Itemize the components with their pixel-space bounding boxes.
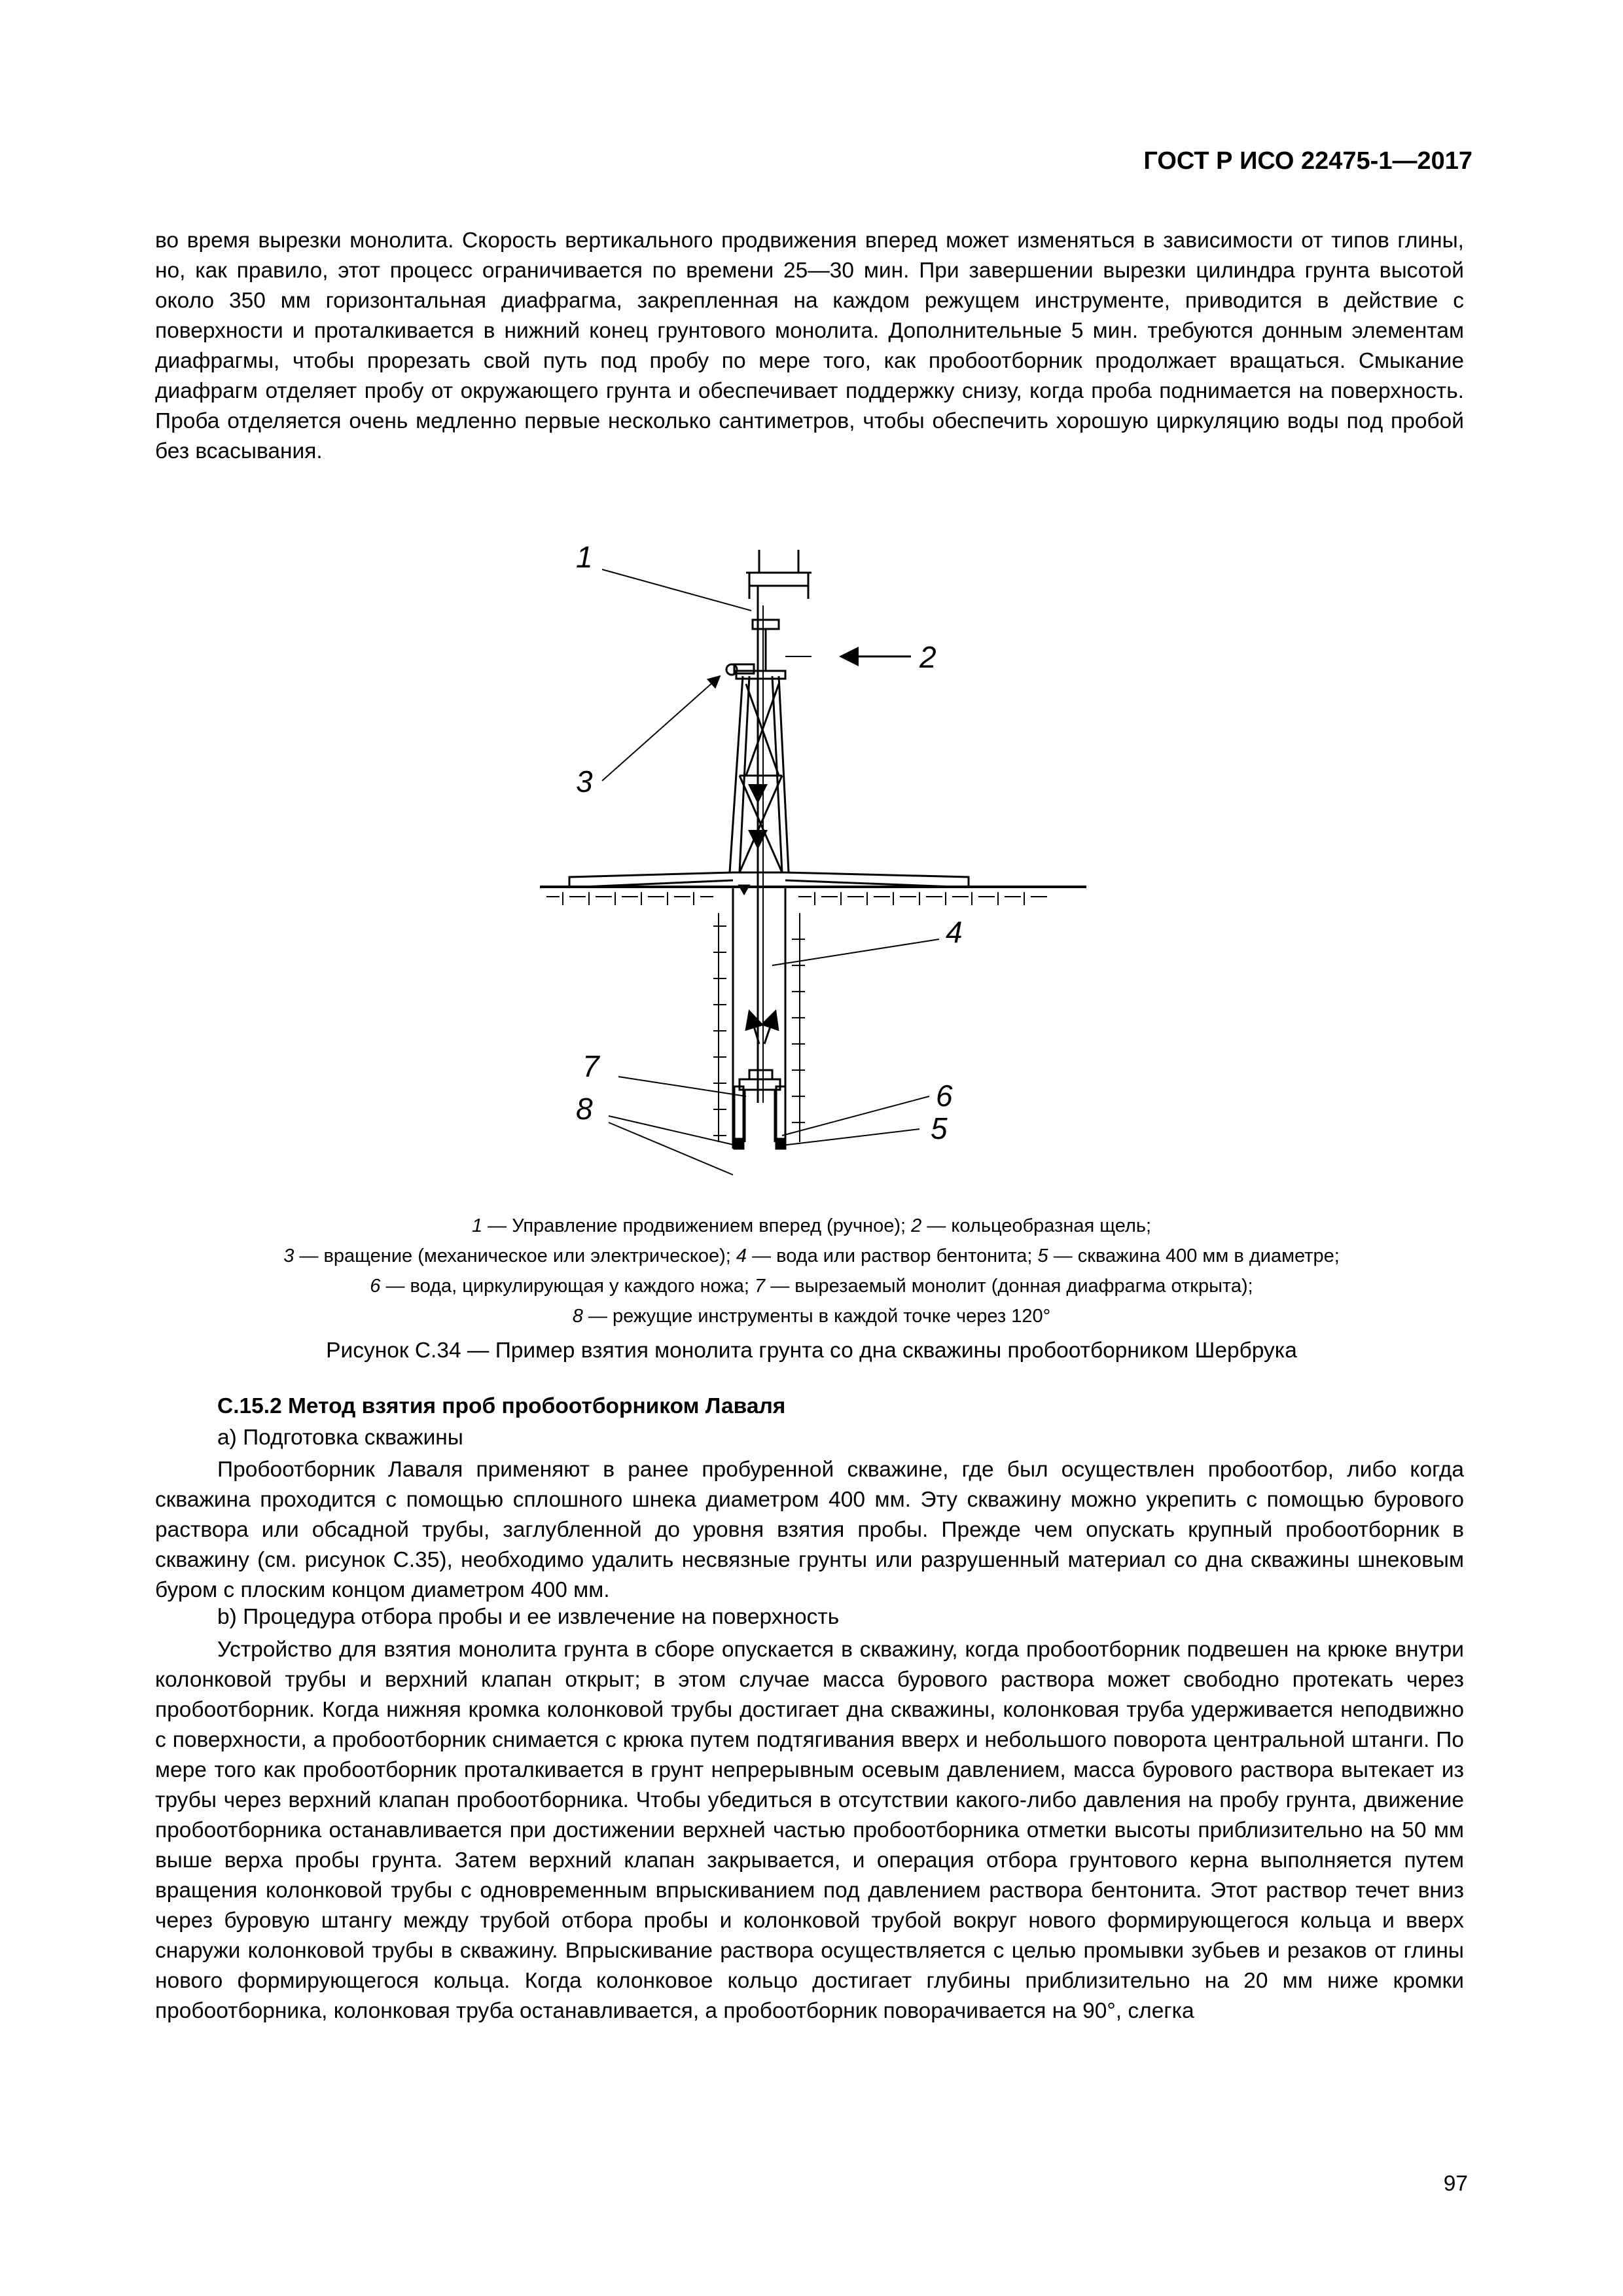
page-number: 97: [1443, 2172, 1468, 2196]
sampler-head: [734, 1070, 785, 1145]
ground-hatch-left: [546, 892, 713, 905]
legend-text-7: — вырезаемый монолит (донная диафрагма открыта);: [765, 1276, 1253, 1297]
section-heading: С.15.2 Метод взятия проб пробоотборником Лаваля: [217, 1394, 786, 1418]
ground-hatch-right: [798, 892, 1047, 905]
legend-text-3: — вращение (механическое или электрическое);: [294, 1246, 736, 1266]
legend-text-2: — кольцеобразная щель;: [921, 1215, 1152, 1236]
label-5: 5: [931, 1111, 948, 1145]
borehole-hatch-right: [792, 913, 805, 1142]
label-3: 3: [576, 764, 593, 798]
label-4: 4: [946, 915, 963, 949]
label-6: 6: [936, 1079, 953, 1113]
leader-6: [782, 1096, 929, 1136]
legend-text-4: — вода или раствор бентонита;: [747, 1246, 1038, 1266]
leader-4: [772, 939, 939, 965]
legend-text-8: — режущие инструменты в каждой точке через 120°: [582, 1306, 1051, 1327]
subheading-a: а) Подготовка скважины: [217, 1426, 463, 1450]
legend-num-6: 6: [370, 1276, 381, 1297]
tower-frame: [730, 671, 789, 872]
leader-3: [602, 676, 720, 781]
legend-num-5: 5: [1037, 1246, 1048, 1266]
sherbrooke-sampler-drawing: [524, 494, 1099, 1181]
label-8: 8: [576, 1092, 593, 1126]
subheading-b: b) Процедура отбора пробы и ее извлечение на поверхность: [217, 1605, 840, 1629]
label-2: 2: [919, 640, 936, 674]
paragraph-b: Устройство для взятия монолита грунта в сборе опускается в скважину, когда пробоотборник подвешен на крюке внутри колонковой трубы и верхний клапан открыт; в этом случае масса бурового раствора может свободно протекать через пробоотборник. Когда нижняя кромка колонковой трубы достигает дна скважины, колонковая труба удерживается неподвижно с поверхности, а пробоотборник снимается с крюка путем подтягивания вверх и небольшого поворота центральной штанги. По мере того как пробоотборник проталкивается в грунт непрерывным осевым давлением, масса бурового раствора вытекает из трубы через верхний клапан пробоотборника. Чтобы убедиться в отсутствии какого-либо давления на пробу грунта, движение пробоотборника останавливается при достижении верхней частью пробоотборника отметки высоты приблизительно на 50 мм выше верха пробы грунта. Затем верхний клапан закрывается, и операция отбора грунтового керна выполняется путем вращения колонковой трубы с одновременным впрыскиванием под давлением раствора бентонита. Этот раствор течет вниз через буровую штангу между трубой отбора пробы и колонковой трубой вокруг нового формирующегося кольца и вверх снаружи колонковой трубы в скважину. Впрыскивание раствора осуществляется с целью промывки зубьев и резаков от глины нового формирующегося кольца. Когда колонковое кольцо достигает глубины приблизительно на 20 мм ниже кромки пробоотборника, колонковая труба останавливается, а пробоотборник поворачивается на 90°, слегка: [155, 1638, 1464, 2023]
paragraph-a: Пробоотборник Лаваля применяют в ранее пробуренной скважине, где был осуществлен пробоотбор, либо когда скважина проходится с помощью сплошного шнека диаметром 400 мм. Эту скважину можно укрепить с помощью бурового раствора или обсадной трубы, заглубленной до уровня взятия пробы. Прежде чем опускать крупный пробоотборник в скважину (см. рисунок С.35), необходимо удалить несвязные грунты или разрушенный материал со дна скважины шнековым буром с плоским концом диаметром 400 мм.: [155, 1458, 1464, 1602]
sampler-figure: [524, 494, 1099, 1181]
cutting-tool-right: [776, 1139, 785, 1149]
legend-num-8: 8: [572, 1306, 583, 1327]
label-7: 7: [582, 1049, 599, 1083]
figure-caption: Рисунок С.34 — Пример взятия монолита грунта со дна скважины пробоотборником Шербрука: [326, 1338, 1297, 1363]
rotation-drive: [726, 664, 754, 675]
water-level-marker: [740, 886, 749, 893]
legend-text-6: — вода, циркулирующая у каждого ножа;: [380, 1276, 755, 1297]
legend-text-1: — Управление продвижением вперед (ручное);: [482, 1215, 912, 1236]
document-code-header: ГОСТ Р ИСО 22475-1—2017: [1143, 147, 1472, 175]
leader-7: [618, 1077, 746, 1096]
legend-num-1: 1: [471, 1215, 483, 1236]
legend-num-2: 2: [911, 1215, 922, 1236]
legend-text-5: — скважина 400 мм в диаметре;: [1048, 1246, 1340, 1266]
borehole-hatch-left: [713, 913, 726, 1142]
legend-num-7: 7: [755, 1276, 766, 1297]
legend-num-4: 4: [736, 1246, 747, 1266]
figure-legend: [155, 1211, 1468, 1331]
intro-paragraph: во время вырезки монолита. Скорость вертикального продвижения вперед может изменяться в зависимости от типов глины, но, как правило, этот процесс ограничивается по времени 25—30 мин. При завершении вырезки цилиндра грунта высотой около 350 мм горизонтальная диафрагма, закрепленная на каждом режущем инструменте, приводится в действие с поверхности и проталкивается в нижний конец грунтового монолита. Дополнительные 5 мин. требуются донным элементам диафрагмы, чтобы прорезать свой путь под пробу по мере того, как пробоотборник продолжает вращаться. Смыкание диафрагм отделяет пробу от окружающего грунта и обеспечивает поддержку снизу, когда проба поднимается на поверхность. Проба отделяется очень медленно первые несколько сантиметров, чтобы обеспечить хорошую циркуляцию воды под пробой без всасывания.: [155, 228, 1464, 463]
label-1: 1: [576, 540, 593, 574]
leader-1: [602, 569, 751, 611]
legend-num-3: 3: [283, 1246, 294, 1266]
cutting-tool-left: [734, 1139, 743, 1149]
top-control-unit: [746, 550, 812, 671]
